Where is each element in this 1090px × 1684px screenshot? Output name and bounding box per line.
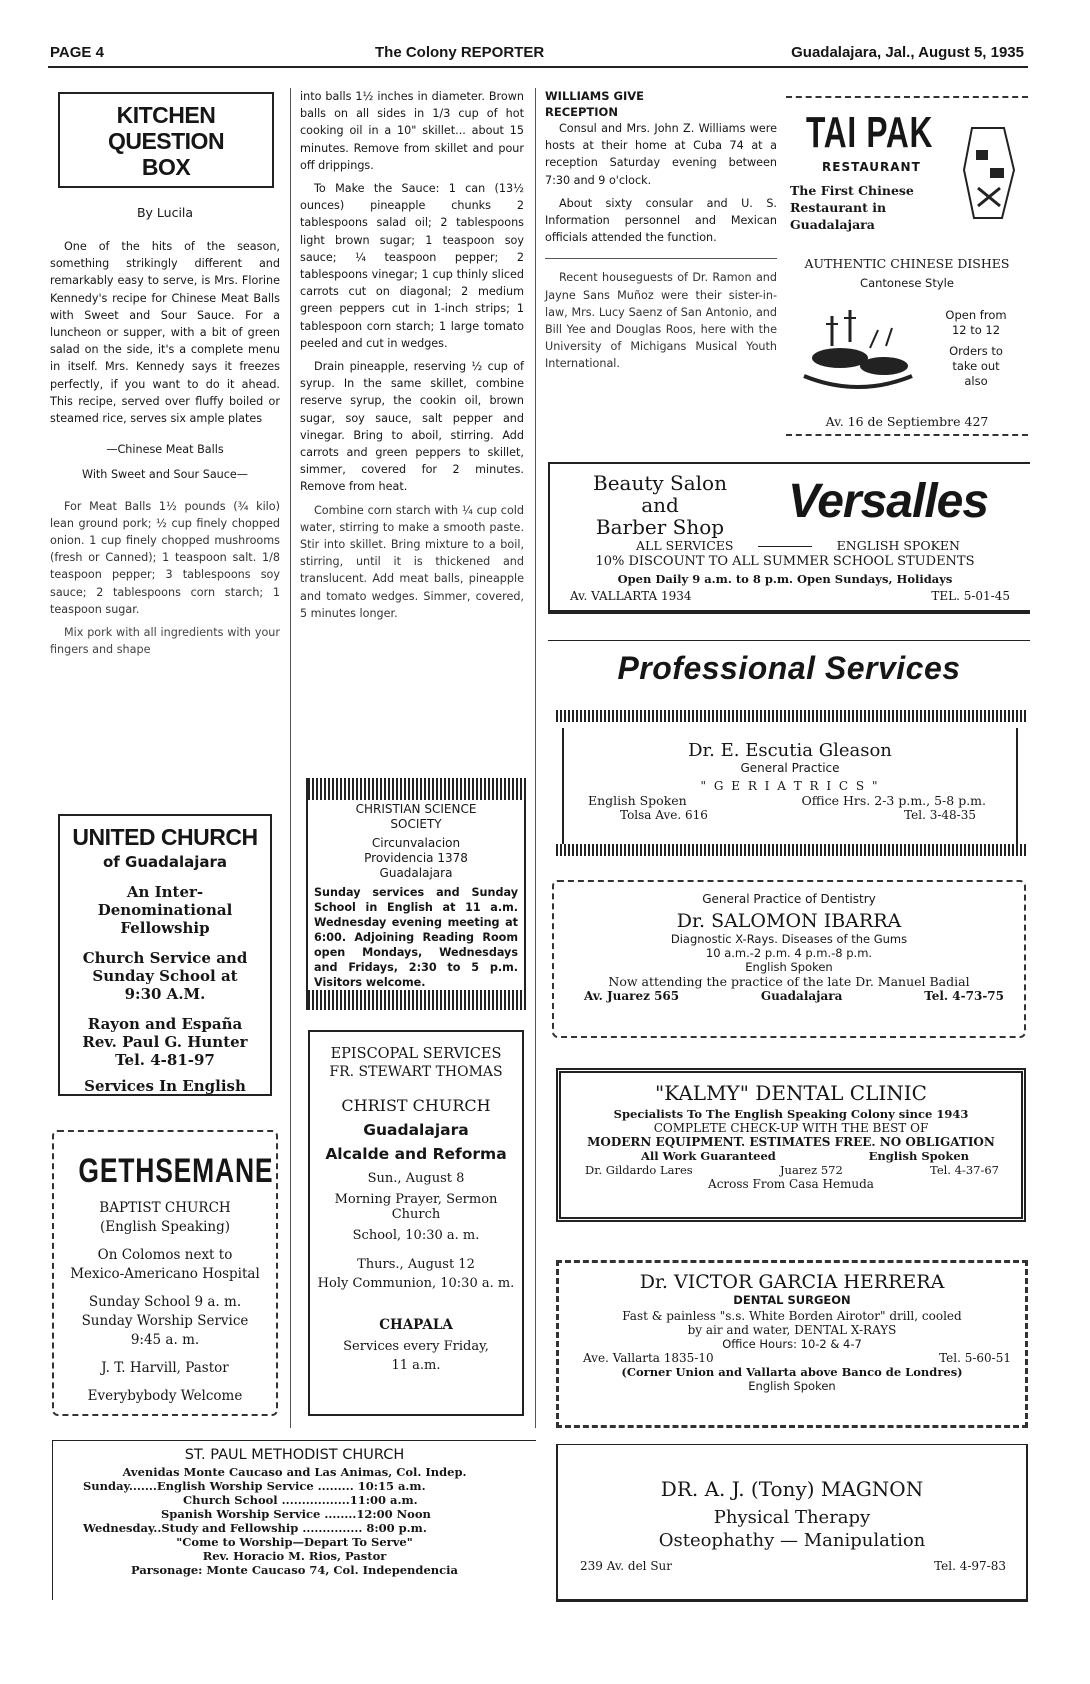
stpaul-line: Wednesday..Study and Fellowship ............... 8:00 p.m. xyxy=(83,1521,427,1535)
kalmy-line: Across From Casa Hemuda xyxy=(708,1177,874,1191)
united-line: Rev. Paul G. Hunter xyxy=(82,1033,248,1051)
cs-body: Sunday services and Sunday School in English at 11 a.m. Wednesday evening meeting at 6:00. Adjoining Reading Room open Mondays, Wednesdays and Fridays, 2:30 to 5 p.m. Visitors welcome. xyxy=(314,886,518,989)
escutia-ad xyxy=(562,728,1018,844)
united-line: Church Service and xyxy=(82,949,248,967)
kitchen-title-line: QUESTION xyxy=(107,128,225,154)
magnon-name: DR. A. J. (Tony) MAGNON xyxy=(660,1477,924,1501)
kitchen-article-col2 xyxy=(300,88,524,628)
magnon-line: Physical Therapy xyxy=(713,1507,871,1528)
united-line: Services In English xyxy=(84,1077,246,1095)
kalmy-line: Juarez 572 xyxy=(779,1163,843,1177)
magnon-ad xyxy=(556,1444,1028,1602)
escutia-line: Tolsa Ave. 616 xyxy=(620,808,708,822)
gethsemane-line: BAPTIST CHURCH xyxy=(99,1200,231,1216)
dateline: Guadalajara, Jal., August 5, 1935 xyxy=(791,44,1024,61)
versalles-line: Open Daily 9 a.m. to 8 p.m. Open Sundays, Holidays xyxy=(617,572,953,586)
taipak-line: Open from xyxy=(945,308,1007,322)
ibarra-line: Now attending the practice of the late Dr. Manuel Badial xyxy=(608,974,970,989)
decorative-bar xyxy=(308,990,524,1010)
kitchen-article-col1 xyxy=(50,238,280,664)
taipak-line: take out xyxy=(952,359,1000,373)
versalles-line: ENGLISH SPOKEN xyxy=(836,538,960,553)
chinese-lantern-icon xyxy=(958,120,1020,228)
decorative-bar xyxy=(308,778,524,800)
kalmy-line: Tel. 4-37-67 xyxy=(930,1163,999,1177)
cs-line: SOCIETY xyxy=(390,817,442,831)
herrera-line: by air and water, DENTAL X-RAYS xyxy=(687,1323,897,1337)
taipak-line: Orders to xyxy=(949,344,1003,358)
taipak-line: The First Chinese xyxy=(790,183,914,198)
united-line: Sunday School at xyxy=(92,967,238,985)
versalles-ad xyxy=(548,462,1030,612)
episcopal-line: CHAPALA xyxy=(379,1317,453,1333)
kitchen-title-line: KITCHEN xyxy=(116,102,216,128)
professional-services-rule xyxy=(548,640,1030,641)
united-line: 9:30 A.M. xyxy=(124,985,206,1003)
kitchen-para: For Meat Balls 1½ pounds (¾ kilo) lean ground pork; ½ cup finely chopped onion. 1 cup finely chopped mushrooms (fresh or Canned); 1 teaspoon salt. 1/8 teaspoon pepper; 3 tablespoons soy sauce; 2 tablespoons corn starch; 1 teaspoon sugar. xyxy=(50,499,280,616)
ibarra-line: General Practice of Dentistry xyxy=(702,892,876,906)
stpaul-line: "Come to Worship—Depart To Serve" xyxy=(176,1535,413,1549)
episcopal-line: School, 10:30 a. m. xyxy=(352,1228,480,1243)
divider-dash xyxy=(758,546,812,553)
kitchen-para: Drain pineapple, reserving ½ cup of syrup. In the same skillet, combine reserve syrup, the cookin oil, brown sugar, soy sauce, salt pepper and vinegar. Bring to aboil, stirring. Add carrots and green peppers to skillet, simmer, covered for 2 minutes. Remove from heat. xyxy=(300,360,524,494)
herrera-line: Tel. 5-60-51 xyxy=(939,1351,1011,1365)
escutia-line: " G E R I A T R I C S " xyxy=(700,779,880,793)
ibarra-line: Guadalajara xyxy=(760,989,843,1003)
ibarra-line: 10 a.m.-2 p.m. 4 p.m.-8 p.m. xyxy=(705,946,873,960)
ibarra-name: Dr. SALOMON IBARRA xyxy=(676,910,902,932)
episcopal-line: EPISCOPAL SERVICES xyxy=(330,1046,502,1062)
column-rule xyxy=(535,88,536,1428)
decorative-bar xyxy=(556,710,1026,722)
gethsemane-line: Sunday School 9 a. m. xyxy=(88,1294,242,1310)
taipak-sub: RESTAURANT xyxy=(822,160,921,174)
kitchen-para: Mix pork with all ingredients with your fingers and shape xyxy=(50,626,280,657)
taipak-line: Av. 16 de Septiembre 427 xyxy=(825,414,989,429)
kalmy-line: MODERN EQUIPMENT. ESTIMATES FREE. NO OBLIGATION xyxy=(587,1135,995,1149)
herrera-line: English Spoken xyxy=(748,1379,836,1393)
episcopal-line: FR. STEWART THOMAS xyxy=(329,1064,503,1080)
kitchen-byline: By Lucila xyxy=(136,205,194,220)
versalles-line: and xyxy=(641,493,679,517)
stpaul-line: Spanish Worship Service ........12:00 Noon xyxy=(161,1507,431,1521)
gethsemane-title: GETHSEMANE xyxy=(78,1152,274,1190)
episcopal-line: Holy Communion, 10:30 a. m. xyxy=(317,1276,515,1291)
stpaul-line: Sunday.......English Worship Service ......... 10:15 a.m. xyxy=(83,1479,426,1493)
gethsemane-line: 9:45 a. m. xyxy=(130,1332,200,1348)
taipak-title: TAI PAK xyxy=(806,108,934,157)
tai-pak-ad xyxy=(786,96,1028,436)
gethsemane-ad xyxy=(52,1130,278,1416)
stpaul-line: Rev. Horacio M. Rios, Pastor xyxy=(202,1549,387,1563)
magnon-line: 239 Av. del Sur xyxy=(580,1559,673,1573)
magnon-line: Tel. 4-97-83 xyxy=(934,1559,1006,1573)
escutia-name: Dr. E. Escutia Gleason xyxy=(688,740,892,761)
versalles-line: ALL SERVICES xyxy=(636,538,734,553)
williams-para: Consul and Mrs. John Z. Williams were hosts at their home at Cuba 74 at a reception Saturday evening between 7:30 and 9 o'clock. xyxy=(545,122,777,187)
versalles-brand: Versalles xyxy=(788,475,989,528)
episcopal-line: 11 a.m. xyxy=(391,1358,441,1373)
escutia-line: Tel. 3-48-35 xyxy=(904,808,976,822)
gethsemane-line: (English Speaking) xyxy=(99,1219,231,1235)
herrera-name: Dr. VICTOR GARCIA HERRERA xyxy=(639,1271,945,1293)
episcopal-line: Sun., August 8 xyxy=(367,1171,465,1186)
episcopal-line: Services every Friday, xyxy=(343,1339,489,1354)
kalmy-line: COMPLETE CHECK-UP WITH THE BEST OF xyxy=(653,1121,929,1135)
gethsemane-line: Mexico-Americano Hospital xyxy=(70,1266,260,1282)
williams-para: Recent houseguests of Dr. Ramon and Jayne Sans Muñoz were their sister-in-law, Mrs. Lucy Saenz of San Antonio, and Bill Yee and Douglas Roos, here with the University of Michigans Musical Youth International. xyxy=(545,271,777,371)
stpaul-line: Avenidas Monte Caucaso and Las Animas, Col. Indep. xyxy=(122,1465,467,1479)
herrera-line: (Corner Union and Vallarta above Banco de Londres) xyxy=(621,1365,963,1379)
column-rule xyxy=(290,88,291,1428)
kalmy-line: Specialists To The English Speaking Colony since 1943 xyxy=(613,1107,969,1121)
escutia-line: General Practice xyxy=(740,761,840,775)
kitchen-title-line: BOX xyxy=(141,154,191,180)
ibarra-line: English Spoken xyxy=(745,960,833,974)
united-line: Rayon and España xyxy=(87,1015,243,1033)
gethsemane-line: Everybybody Welcome xyxy=(87,1388,243,1404)
taipak-line: AUTHENTIC CHINESE DISHES xyxy=(804,256,1010,271)
paper-name: The Colony REPORTER xyxy=(375,44,545,61)
chinese-dishes-icon xyxy=(800,306,918,392)
williams-para: About sixty consular and U. S. Information personnel and Mexican officials attended the function. xyxy=(545,196,777,245)
united-line: Fellowship xyxy=(120,919,210,937)
herrera-line: DENTAL SURGEON xyxy=(733,1293,851,1307)
united-line: An Inter-Denominational xyxy=(97,883,233,919)
versalles-line: 10% DISCOUNT TO ALL SUMMER SCHOOL STUDENTS xyxy=(595,554,975,569)
stpaul-title: ST. PAUL METHODIST CHURCH xyxy=(184,1447,405,1463)
cs-line: Providencia 1378 xyxy=(364,851,468,865)
williams-head: WILLIAMS GIVE xyxy=(545,89,645,103)
ibarra-line: Diagnostic X-Rays. Diseases of the Gums xyxy=(670,932,908,946)
herrera-line: Ave. Vallarta 1835-10 xyxy=(583,1351,714,1365)
kalmy-line: All Work Guaranteed xyxy=(641,1149,776,1163)
united-line: Tel. 4-81-97 xyxy=(115,1051,215,1069)
page-number: PAGE 4 xyxy=(50,44,104,61)
ibarra-line: Tel. 4-73-75 xyxy=(924,989,1004,1003)
kitchen-subhead: With Sweet and Sour Sauce— xyxy=(82,468,248,482)
decorative-bar xyxy=(556,844,1026,856)
stpaul-line: Parsonage: Monte Caucaso 74, Col. Independencia xyxy=(131,1563,458,1577)
escutia-line: English Spoken xyxy=(588,793,687,808)
versalles-line: Barber Shop xyxy=(595,515,725,539)
taipak-line: Restaurant in xyxy=(790,200,887,215)
magnon-line: Osteophathy — Manipulation xyxy=(658,1530,926,1551)
header-rule xyxy=(48,66,1028,68)
taipak-line: Guadalajara xyxy=(790,217,875,232)
article-divider xyxy=(545,258,777,259)
williams-head: RECEPTION xyxy=(545,105,618,119)
herrera-line: Fast & painless "s.s. White Borden Airotor" drill, cooled xyxy=(622,1309,962,1323)
versalles-line: TEL. 5-01-45 xyxy=(931,589,1010,603)
escutia-line: Office Hrs. 2-3 p.m., 5-8 p.m. xyxy=(801,793,986,808)
gethsemane-line: J. T. Harvill, Pastor xyxy=(101,1360,229,1376)
professional-services-title: Professional Services xyxy=(617,650,961,686)
kitchen-title-box xyxy=(58,92,274,188)
episcopal-line: Alcalde and Reforma xyxy=(325,1145,507,1163)
herrera-ad xyxy=(556,1260,1028,1428)
gethsemane-line: Sunday Worship Service xyxy=(81,1313,249,1329)
kitchen-para: To Make the Sauce: 1 can (13½ ounces) pineapple chunks 2 tablespoons salad oil; 2 tablespoons light brown sugar; 1 teaspoon soy sauce; ¼ teaspoon pepper; 2 tablespoons vinegar; 1 cup thinly sliced carrots cut on diagonal; 2 medium green peppers cut in 1-inch strips; 1 tablespoon corn starch; 1 large tomato peeled and cut in wedges. xyxy=(300,182,524,350)
kitchen-subhead: —Chinese Meat Balls xyxy=(106,443,224,457)
versalles-bottom-rule xyxy=(548,610,1030,614)
taipak-line: also xyxy=(964,374,988,388)
kalmy-line: Dr. Gildardo Lares xyxy=(585,1163,693,1177)
ibarra-line: Av. Juarez 565 xyxy=(584,989,680,1003)
episcopal-line: CHRIST CHURCH xyxy=(341,1096,491,1115)
cs-line: Circunvalacion xyxy=(371,836,461,850)
ibarra-ad xyxy=(552,880,1026,1038)
versalles-line: Av. VALLARTA 1934 xyxy=(570,589,692,603)
united-church-ad xyxy=(58,814,272,1096)
cs-line: CHRISTIAN SCIENCE xyxy=(355,802,477,816)
kitchen-para: One of the hits of the season, something strikingly different and remarkably easy to serve, is Mrs. Florine Kennedy's recipe for Chinese Meat Balls with Sweet and Sour Sauce. For a luncheon or supper, with a bit of green salad on the side, it's a complete menu in itself. Mrs. Kennedy says it freezes perfectly, if you want to do it ahead. This recipe, served over fluffy boiled or steamed rice, serves six ample plates xyxy=(50,240,280,426)
christian-science-ad xyxy=(306,778,526,1010)
cs-line: Guadalajara xyxy=(379,866,453,880)
united-title: UNITED CHURCH xyxy=(72,824,258,850)
episcopal-line: Church xyxy=(391,1207,441,1222)
stpaul-line: Church School .................11:00 a.m. xyxy=(183,1493,418,1507)
taipak-line: Cantonese Style xyxy=(860,276,954,290)
gethsemane-line: On Colomos next to xyxy=(97,1247,233,1263)
kitchen-para: into balls 1½ inches in diameter. Brown balls on all sides in 1/3 cup of hot cooking oil in a 10" skillet... about 15 minutes. Remove from skillet and pour off drippings. xyxy=(300,90,524,172)
episcopal-ad xyxy=(308,1030,524,1416)
episcopal-line: Thurs., August 12 xyxy=(357,1257,475,1272)
kalmy-line: English Spoken xyxy=(868,1149,969,1163)
taipak-line: 12 to 12 xyxy=(951,323,1001,337)
episcopal-line: Morning Prayer, Sermon xyxy=(334,1192,498,1207)
versalles-line: Beauty Salon xyxy=(593,471,727,495)
herrera-line: Office Hours: 10-2 & 4-7 xyxy=(722,1337,862,1351)
episcopal-line: Guadalajara xyxy=(363,1121,469,1139)
kalmy-name: "KALMY" DENTAL CLINIC xyxy=(655,1081,927,1105)
williams-article xyxy=(545,88,777,379)
kitchen-para: Combine corn starch with ¼ cup cold water, stirring to make a smooth paste. Stir into skillet. Bring mixture to a boil, stirring, until it is thickened and translucent. Add meat balls, pineapple and tomato wedges. Simmer, covered, 5 minutes longer. xyxy=(300,503,524,620)
st-paul-ad xyxy=(52,1440,536,1600)
united-sub: of Guadalajara xyxy=(102,853,228,871)
kalmy-ad xyxy=(556,1068,1026,1222)
